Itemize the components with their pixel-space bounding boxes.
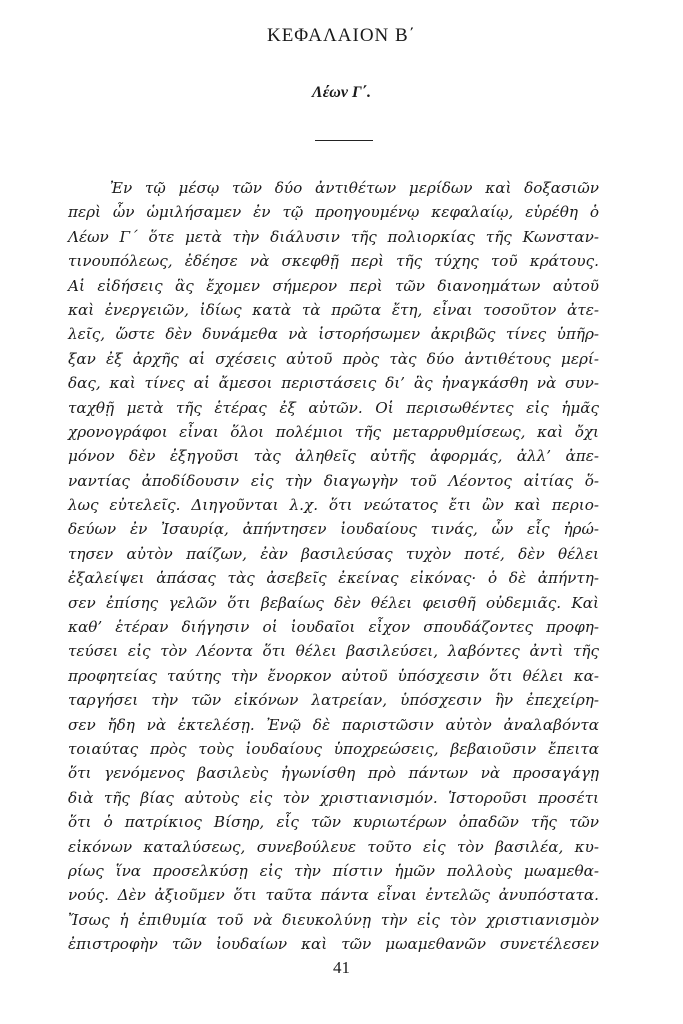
text-line: λεῖς, ὥστε δὲν δυνάμεθα νὰ ἱστορήσωμεν ἀκριβῶς τίνες ὑπῆρ-	[68, 325, 599, 344]
section-divider	[315, 140, 373, 141]
text-line: Λέων Γ΄ ὅτε μετὰ τὴν διάλυσιν τῆς πολιορκίας τῆς Κωνσταν-	[68, 227, 599, 246]
text-line: σεν ἤδη νὰ ἐκτελέσῃ. Ἐνῷ δὲ παριστῶσιν αὐτὸν ἀναλαβόντα	[68, 715, 599, 734]
text-line: δας, καὶ τίνες αἱ ἄμεσοι περιστάσεις δι’ ἃς ἠναγκάσθη νὰ συν-	[68, 374, 599, 393]
text-line: χρονογράφοι εἶναι ὅλοι πολέμιοι τῆς μεταρρυθμίσεως, καὶ ὄχι	[68, 422, 599, 441]
body-text	[68, 176, 599, 957]
text-line: ταργήσει τὴν τῶν εἰκόνων λατρείαν, ὑπόσχεσιν ἣν ἐπεχείρη-	[68, 691, 599, 710]
text-line: νούς. Δὲν ἀξιοῦμεν ὅτι ταῦτα πάντα εἶναι ἐντελῶς ἀνυπόστατα.	[68, 886, 599, 905]
text-line: Αἱ εἰδήσεις ἃς ἔχομεν σήμερον περὶ τῶν διανοημάτων αὐτοῦ	[68, 276, 599, 295]
text-line: προφητείας ταύτης τὴν ἔνορκον αὐτοῦ ὑπόσχεσιν ὅτι θέλει κα-	[68, 666, 599, 685]
text-line: ἐπιστροφὴν τῶν ἰουδαίων καὶ τῶν μωαμεθανῶν συνετέλεσεν	[68, 935, 599, 954]
text-line: ρίως ἵνα προσελκύσῃ εἰς τὴν πίστιν ἡμῶν πολλοὺς μωαμεθα-	[68, 861, 599, 880]
text-line: ἐξαλείψει ἁπάσας τὰς ἀσεβεῖς ἐκείνας εἰκόνας· ὁ δὲ ἀπήντη-	[68, 569, 599, 588]
text-line: σεν ἐπίσης γελῶν ὅτι βεβαίως δὲν θέλει φεισθῆ οὐδεμιᾶς. Καὶ	[68, 593, 599, 612]
text-line: Ἐν τῷ μέσῳ τῶν δύο ἀντιθέτων μερίδων καὶ δοξασιῶν	[110, 179, 599, 197]
text-line: λως εὐτελεῖς. Διηγοῦνται λ.χ. ὅτι νεώτατος ἔτι ὢν καὶ περιο-	[68, 496, 599, 515]
chapter-subtitle: Λέων Γ΄.	[312, 84, 371, 101]
text-line: τησεν αὐτὸν παίζων, ἐὰν βασιλεύσας τυχὸν ποτέ, δὲν θέλει	[68, 544, 599, 563]
text-line: ὅτι γενόμενος βασιλεὺς ἠγωνίσθη πρὸ πάντων νὰ προσαγάγῃ	[68, 764, 599, 783]
text-line: ὅτι ὁ πατρίκιος Βίσηρ, εἷς τῶν κυριωτέρων ὀπαδῶν τῆς τῶν	[68, 813, 599, 832]
text-line: τοιαύτας πρὸς τοὺς ἰουδαίους ὑποχρεώσεις, βεβαιοῦσιν ἔπειτα	[68, 739, 599, 758]
text-line: τεύσει εἰς τὸν Λέοντα ὅτι θέλει βασιλεύσει, λαβόντες ἀντὶ τῆς	[68, 642, 599, 661]
page-number: 41	[333, 958, 350, 977]
text-line: περὶ ὧν ὡμιλήσαμεν ἐν τῷ προηγουμένῳ κεφαλαίῳ, εὑρέθη ὁ	[68, 203, 599, 222]
text-line: ναντίας ἀποδίδουσιν εἰς τὴν διαγωγὴν τοῦ Λέοντος αἰτίας ὅ-	[68, 471, 599, 490]
text-line: τινουπόλεως, ἐδέησε νὰ σκεφθῇ περὶ τῆς τύχης τοῦ κράτους.	[68, 252, 599, 271]
text-line: μόνον δὲν ἐξηγοῦσι τὰς ἀληθεῖς αὐτῆς ἀφορμάς, ἀλλ’ ἀπε-	[68, 447, 599, 466]
text-line: διὰ τῆς βίας αὐτοὺς εἰς τὸν χριστιανισμόν. Ἱστοροῦσι προσέτι	[68, 788, 599, 807]
text-line: καθ’ ἑτέραν διήγησιν οἱ ἰουδαῖοι εἶχον σπουδάζοντες προφη-	[68, 618, 599, 637]
text-line: εἰκόνων καταλύσεως, συνεβούλευε τοῦτο εἰς τὸν βασιλέα, κυ-	[68, 837, 599, 856]
text-line: δεύων ἐν Ἰσαυρίᾳ, ἀπήντησεν ἰουδαίους τινάς, ὧν εἷς ἠρώ-	[68, 520, 599, 539]
chapter-title: ΚΕΦΑΛΑΙΟΝ Β΄	[266, 25, 417, 46]
text-line: ξαν ἐξ ἀρχῆς αἱ σχέσεις αὐτοῦ πρὸς τὰς δύο ἀντιθέτους μερί-	[68, 349, 599, 368]
text-line: Ἴσως ἡ ἐπιθυμία τοῦ νὰ διευκολύνῃ τὴν εἰς τὸν χριστιανισμὸν	[68, 910, 599, 929]
text-line: καὶ ἐνεργειῶν, ἰδίως κατὰ τὰ πρῶτα ἔτη, εἶναι τοσοῦτον ἀτε-	[68, 300, 599, 319]
text-line: ταχθῇ μετὰ τῆς ἑτέρας ἐξ αὐτῶν. Οἱ περισωθέντες εἰς ἡμᾶς	[68, 398, 599, 417]
